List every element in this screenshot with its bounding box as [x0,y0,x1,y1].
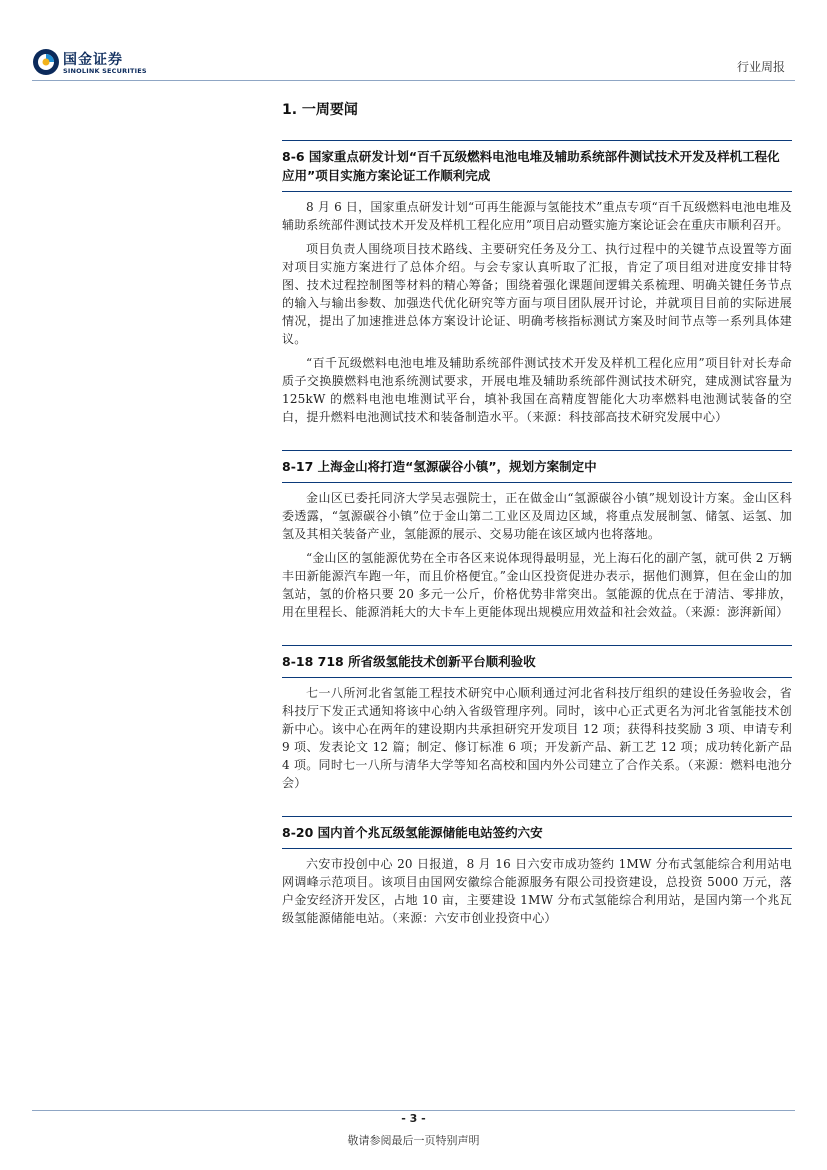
news-paragraph: 六安市投创中心 20 日报道，8 月 16 日六安市成功签约 1MW 分布式氢能综合利用站电网调峰示范项目。该项目由国网安徽综合能源服务有限公司投资建设，总投资 5000 万元，落户金安经济开发区，占地 10 亩，主要建设 1MW 分布式氢能综合利用站，是国内第一个兆瓦级氢能源储能电站。（来源：六安市创业投资中心） [282,857,792,925]
news-item-title: 8-20 国内首个兆瓦级氢能源储能电站签约六安 [282,816,792,849]
sinolink-logo-icon [32,48,60,76]
company-logo [32,48,172,78]
logo-chinese-name: 国金证券 [63,52,123,68]
news-paragraph: “金山区的氢能源优势在全市各区来说体现得最明显，光上海石化的副产氢，就可供 2 万辆丰田新能源汽车跑一年，而且价格便宜。”金山区投资促进办表示，据他们测算，但在金山的加氢站，氢的价格只要 20 多元一公斤，价格优势非常突出。氢能源的优点在于清洁、零排放，用在里程长、能源消耗大的大卡车上更能体现出规模应用效益和社会效益。（来源：澎湃新闻） [282,551,792,619]
news-item [282,816,792,927]
footer-disclaimer: 敬请参阅最后一页特别声明 [347,1134,480,1147]
header-divider [32,80,795,81]
news-item [282,645,792,792]
news-item-title: 8-17 上海金山将打造“氢源碳谷小镇”，规划方案制定中 [282,450,792,483]
footer-divider [32,1110,795,1111]
news-paragraph: 项目负责人围绕项目技术路线、主要研究任务及分工、执行过程中的关键节点设置等方面对项目实施方案进行了总体介绍。与会专家认真听取了汇报，肯定了项目组对进度安排甘特图、技术过程控制图等材料的精心筹备；围绕着强化课题间逻辑关系梳理、明确关键任务节点的输入与输出参数、加强迭代优化研究等方面与项目团队展开讨论，并就项目目前的实际进展情况，提出了加速推进总体方案设计论证、明确考核指标测试方案及时间节点等一系列具体建议。 [282,242,792,346]
section-title: 1. 一周要闻 [282,102,358,118]
news-item-title: 8-6 国家重点研发计划“百千瓦级燃料电池电堆及辅助系统部件测试技术开发及样机工程化应用”项目实施方案论证工作顺利完成 [282,140,792,192]
page-header [0,0,827,90]
news-paragraph: “百千瓦级燃料电池电堆及辅助系统部件测试技术开发及样机工程化应用”项目针对长寿命质子交换膜燃料电池系统测试要求，开展电堆及辅助系统部件测试技术研究，建成测试容量为 125kW 的燃料电池电堆测试平台，填补我国在高精度智能化大功率燃料电池测试装备的空白，提升燃料电池测试技术和装备制造水平。（来源：科技部高技术研究发展中心） [282,356,792,424]
news-item [282,450,792,621]
document-type-label: 行业周报 [736,60,785,74]
page-number: - 3 - [401,1112,426,1125]
logo-english-name: SINOLINK SECURITIES [63,67,147,75]
news-paragraph: 七一八所河北省氢能工程技术研究中心顺利通过河北省科技厅组织的建设任务验收会，省科技厅下发正式通知将该中心纳入省级管理序列。同时，该中心正式更名为河北省氢能技术创新中心。该中心在两年的建设期内共承担研究开发项目 12 项；获得科技奖励 3 项、申请专利 9 项、发表论文 12 篇；制定、修订标准 6 项；开发新产品、新工艺 12 项；成功转化新产品 4 项。同时七一八所与清华大学等知名高校和国内外公司建立了合作关系。（来源：燃料电池分会） [282,686,792,790]
news-paragraph: 金山区已委托同济大学吴志强院士，正在做金山“氢源碳谷小镇”规划设计方案。金山区科委透露，“氢源碳谷小镇”位于金山第二工业区及周边区域，将重点发展制氢、储氢、运氢、加氢及其相关装备产业，氢能源的展示、交易功能在该区域内也将落地。 [282,491,792,541]
news-item [282,140,792,426]
news-paragraph: 8 月 6 日，国家重点研发计划“可再生能源与氢能技术”重点专项“百千瓦级燃料电池电堆及辅助系统部件测试技术开发及样机工程化应用”项目启动暨实施方案论证会在重庆市顺利召开。 [282,200,792,232]
main-content [282,100,792,933]
news-item-title: 8-18 718 所省级氢能技术创新平台顺利验收 [282,645,792,678]
